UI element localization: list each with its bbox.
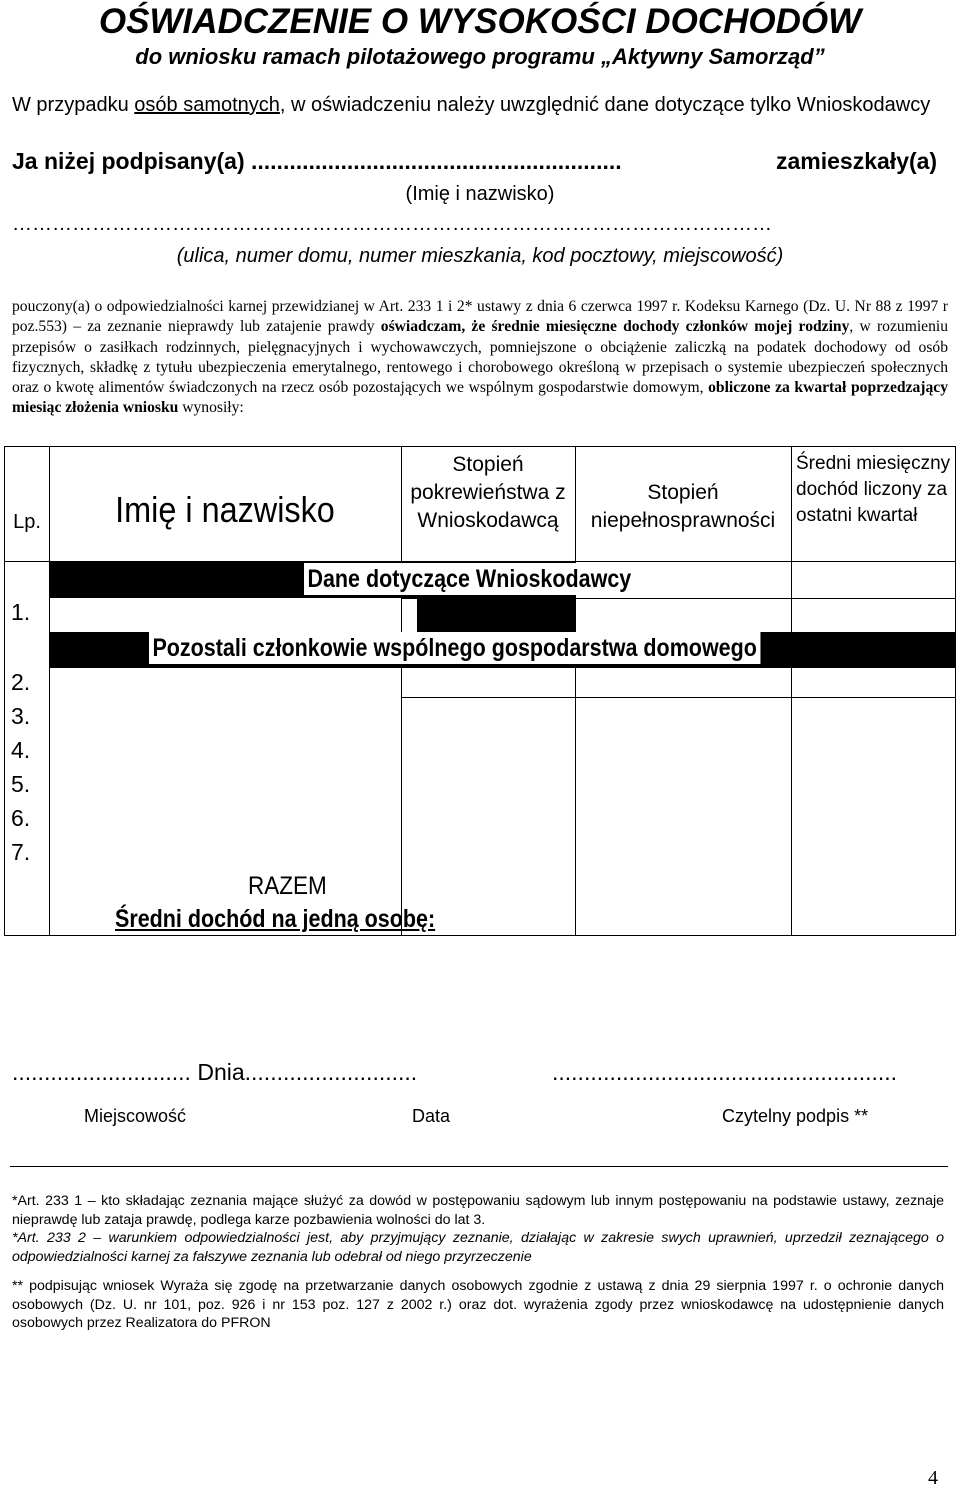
place-dots: ............................ — [12, 1059, 191, 1085]
single-person-note — [12, 94, 930, 117]
header-kinship-line: Wnioskodawcą — [417, 509, 559, 532]
note-suffix: , w oświadczeniu należy uwzględnić dane dotyczące tylko Wnioskodawcy — [279, 94, 931, 116]
page-number: 4 — [928, 1467, 938, 1489]
header-lp: Lp. — [13, 511, 41, 533]
signature-caption: Czytelny podpis ** — [722, 1106, 869, 1126]
place-field[interactable] — [12, 1059, 417, 1086]
row-number: 6. — [11, 805, 31, 831]
header-kinship — [401, 451, 575, 535]
others-band-label: Pozostali członkowie wspólnego gospodarstwa domowego — [149, 632, 760, 664]
header-disability — [575, 479, 791, 535]
col-divider — [791, 447, 792, 936]
header-disability-line: Stopień — [647, 481, 719, 504]
statement-part-1: pouczony(a) o odpowiedzialności karnej przewidzianej w Art. 233 1 i 2* ustawy z dnia 6 czerwca 1997 r. Kodeksu Karnego (Dz. U. Nr 88 z 1997 r poz.553) – za zeznanie nieprawdy lub zatajenie prawdy — [12, 298, 948, 336]
income-table — [4, 446, 956, 936]
header-disability-line: niepełnosprawności — [590, 509, 776, 532]
date-word: Dnia — [197, 1059, 245, 1085]
row-number: 5. — [11, 771, 31, 797]
signer-name-line[interactable]: Ja niżej podpisany(a) .......................................................... — [12, 148, 622, 174]
header-kinship-line: Stopień — [452, 453, 524, 476]
header-name: Imię i nazwisko — [115, 489, 335, 530]
row-number: 2. — [11, 669, 31, 695]
signature-field[interactable]: ...................................................... — [552, 1059, 898, 1085]
header-income-line: ostatni kwartał — [796, 505, 918, 526]
note-underlined: osób samotnych — [134, 94, 280, 116]
row-number: 4. — [11, 737, 31, 763]
row-number: 7. — [11, 839, 31, 865]
header-kinship-line: pokrewieństwa z — [410, 481, 566, 504]
statement-part-2: , w rozumieniu przepisów o zasiłkach rodzinnych, pielęgnacyjnych i wychowawczych, pomniejszone o obciążenie zaliczką na podatek dochodowy od osób fizycznych, składkę z tytułu ubezpieczenia emerytalnego, rentowego i chorobowego określoną w przepisach o systemie ubezpieczeń społecznych oraz o kwotę alimentów świadczonych na rzecz osób pozostających we wspólnym gospodarstwie domowym, — [12, 318, 949, 397]
address-caption: (ulica, numer domu, numer mieszkania, kod pocztowy, miejscowość) — [176, 245, 784, 267]
header-income-line: dochód liczony za — [796, 479, 948, 500]
footnote-consent: ** podpisując wniosek Wyraża się zgodę na przetwarzanie danych osobowych zgodnie z ustawą z dnia 29 sierpnia 1997 r. o ochronie danych osobowych (Dz. U. nr 101, poz. 926 i nr 153 poz. 127 z 2002 r.) oraz dot. wyrażenia zgody przez wnioskodawcę na udostępnienie danych osobowych przez Realizatora do PFRON — [12, 1278, 944, 1332]
document-subtitle: do wniosku ramach pilotażowego programu „Aktywny Samorząd” — [135, 44, 825, 69]
date-caption: Data — [412, 1106, 451, 1126]
footnote-art-233-2: *Art. 233 2 – warunkiem odpowiedzialności jest, aby przyjmujący zeznanie, działając w zakresie swych uprawnień, uprzedził zeznającego o odpowiedzialności karnej za fałszywe zeznania lub odebrał od niego przyrzeczenie — [12, 1230, 944, 1265]
residence-label: zamieszkały(a) — [776, 148, 938, 174]
col-divider — [49, 447, 50, 936]
date-dots: ........................... — [244, 1059, 418, 1085]
statement-bold-1: oświadczam, że średnie miesięczne dochody członków mojej rodziny — [380, 318, 850, 336]
address-line[interactable]: …………………………………………………………………………………………………… — [12, 213, 772, 235]
document-title: OŚWIADCZENIE O WYSOKOŚCI DOCHODÓW — [98, 2, 862, 41]
total-label: RAZEM — [248, 872, 327, 900]
statement-part-3: wynosiły: — [178, 399, 244, 417]
average-label: Średni dochód na jedną osobę: — [115, 905, 436, 933]
note-prefix: W przypadku — [12, 94, 135, 116]
applicant-band-label: Dane dotyczące Wnioskodawcy — [304, 563, 635, 595]
statement-bold-2: obliczone za kwartał poprzedzający miesiąc złożenia wniosku — [12, 379, 948, 417]
row-number: 3. — [11, 703, 31, 729]
footnote-divider — [10, 1166, 948, 1167]
header-income-line: Średni miesięczny — [796, 453, 951, 474]
row-divider — [401, 697, 956, 698]
header-income — [796, 451, 950, 529]
name-caption: (Imię i nazwisko) — [405, 183, 555, 205]
place-caption: Miejscowość — [84, 1106, 187, 1126]
row-number: 1. — [11, 599, 31, 625]
row-divider — [401, 598, 956, 599]
statement-paragraph — [12, 297, 948, 419]
footnote-art-233-1: *Art. 233 1 – kto składając zeznania mające służyć za dowód w postępowaniu sądowym lub innym postępowaniu na podstawie ustawy, zeznaje nieprawdę lub zataja prawdę, podlega karze pozbawienia wolności do lat 3. — [12, 1193, 944, 1228]
applicant-band-black-cell — [417, 598, 575, 632]
